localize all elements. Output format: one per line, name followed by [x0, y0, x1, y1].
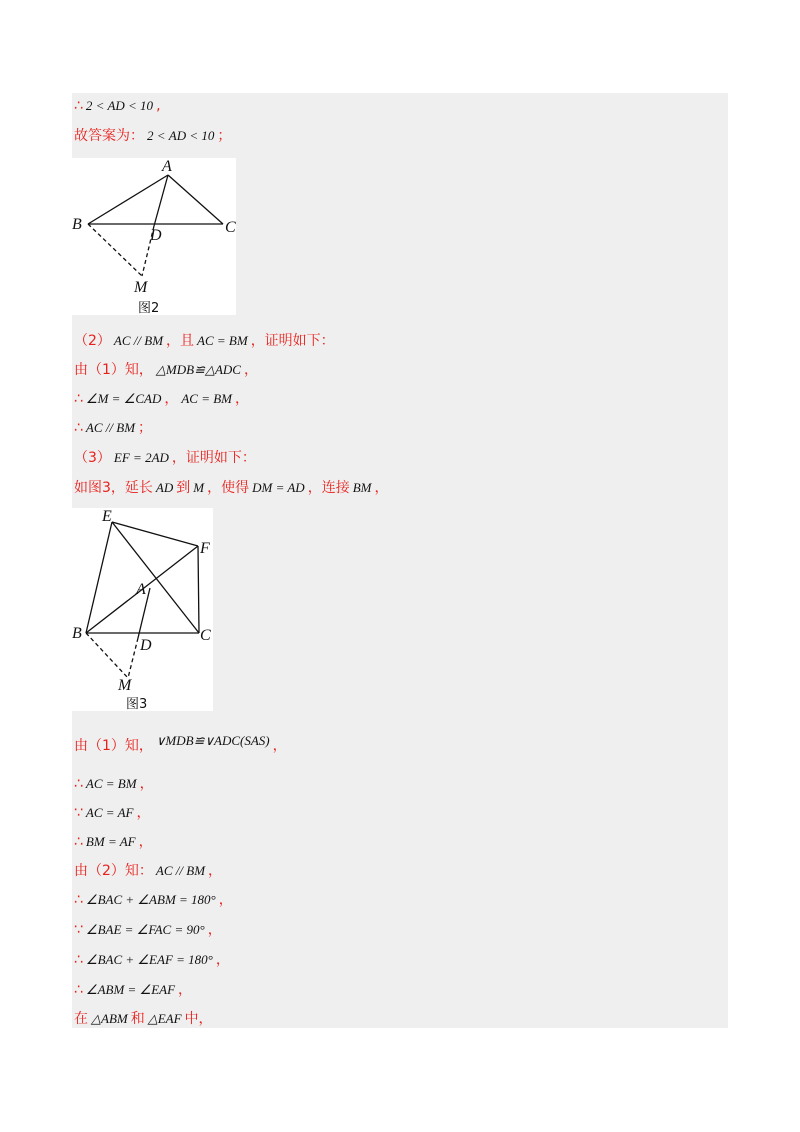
solution-line: （3） EF = 2AD ，证明如下：	[74, 450, 256, 466]
label-B: B	[72, 216, 82, 233]
label-C: C	[225, 219, 236, 236]
solution-line: 在 △ABM 和 △EAF 中，	[74, 1011, 213, 1027]
label-A: A	[162, 158, 172, 175]
solution-line: 由（2）知： AC // BM ，	[74, 863, 223, 879]
solution-line: ∴ AC = BM ，	[74, 776, 154, 792]
figure-3	[72, 508, 213, 711]
solution-line: 如图3，延长 AD 到 M ，使得 DM = AD ，连接 BM ，	[74, 480, 389, 496]
solution-line: ∴ AC // BM ；	[74, 420, 153, 436]
solution-line: ∵ AC = AF ，	[74, 805, 151, 821]
label-E: E	[102, 508, 112, 525]
solution-line: ∵ ∠BAE = ∠FAC = 90° ，	[74, 922, 222, 938]
solution-line: ∴ ∠M = ∠CAD ， AC = BM ，	[74, 391, 249, 407]
figure-caption: 图2	[138, 301, 160, 315]
label-M: M	[134, 279, 148, 296]
label-B: B	[72, 625, 82, 642]
solution-line: 由（1）知， ∨MDB≌∨ADC(SAS) ，	[74, 733, 287, 754]
label-D: D	[150, 227, 162, 244]
label-D: D	[140, 637, 152, 654]
solution-line: ∴ ∠ABM = ∠EAF ，	[74, 982, 193, 998]
figure-2	[72, 158, 236, 315]
label-A: A	[136, 581, 146, 598]
solution-line: ∴ 2 < AD < 10 ,	[74, 98, 161, 114]
quadrilateral-figure-3	[72, 508, 213, 711]
solution-line: ∴ BM = AF ，	[74, 834, 153, 850]
label-M: M	[118, 677, 132, 694]
solution-line: ∴ ∠BAC + ∠EAF = 180° ，	[74, 952, 230, 968]
triangle-figure-2	[72, 158, 236, 315]
label-F: F	[200, 540, 210, 557]
solution-line: ∴ ∠BAC + ∠ABM = 180° ，	[74, 892, 233, 908]
answer-line: 故答案为： 2 < AD < 10 ；	[74, 128, 232, 144]
solution-line: 由（1）知， △MDB≌△ADC ，	[74, 362, 258, 378]
solution-line: （2） AC // BM ，且 AC = BM ，证明如下：	[74, 333, 335, 349]
figure-caption: 图3	[126, 697, 148, 711]
label-C: C	[200, 627, 211, 644]
